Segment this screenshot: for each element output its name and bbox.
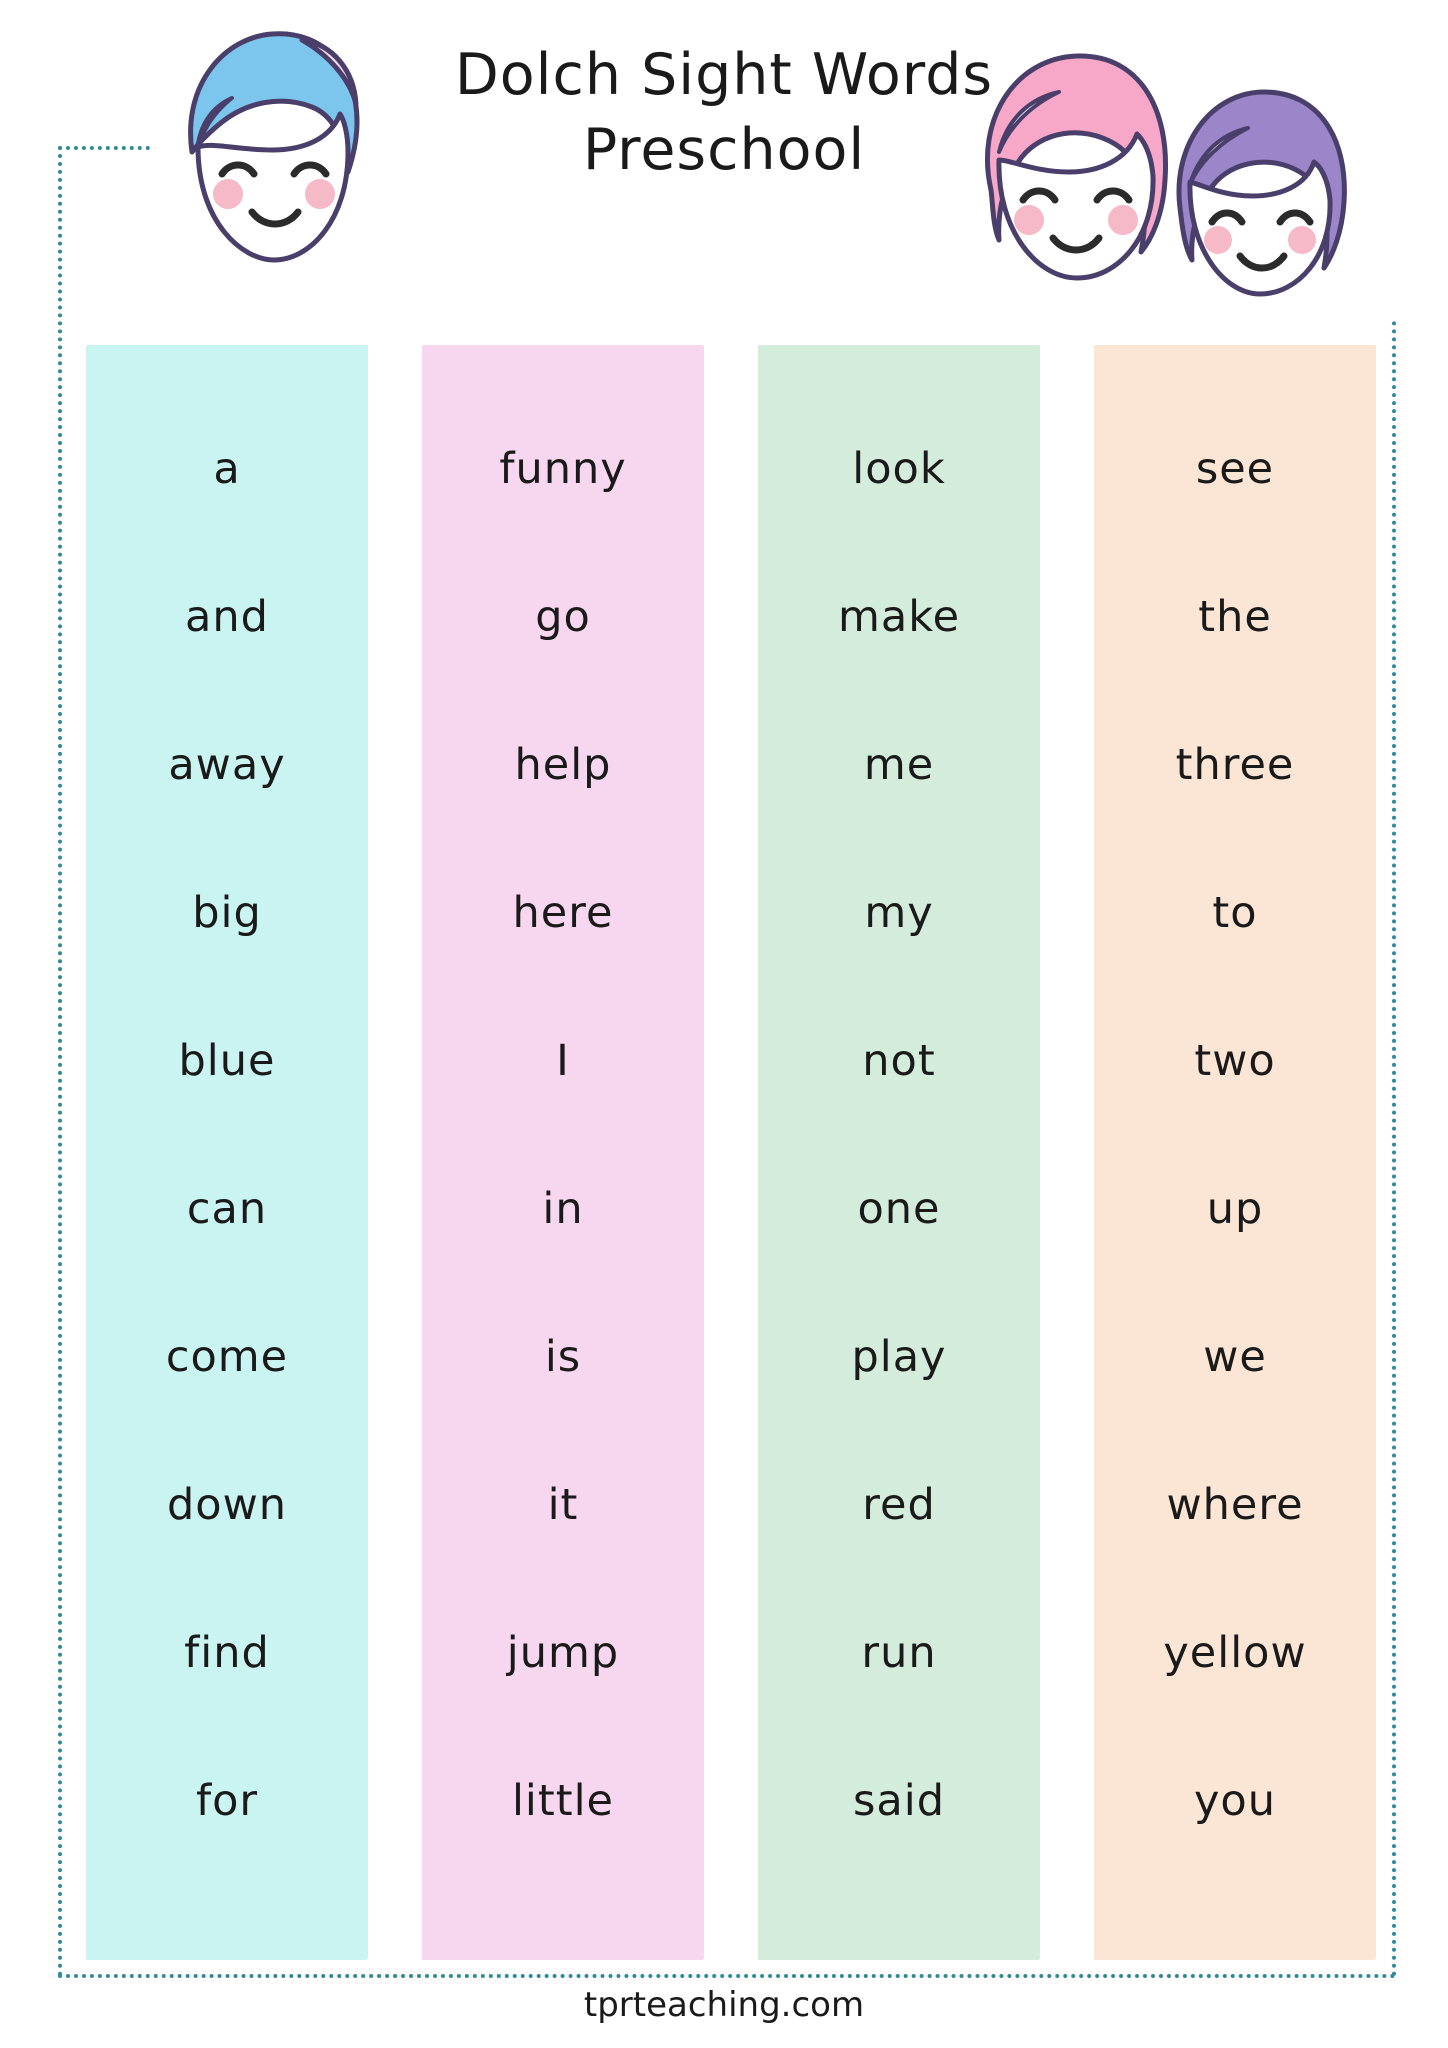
word-item: look <box>852 444 946 494</box>
word-item: funny <box>499 444 627 494</box>
word-item: I <box>556 1036 570 1086</box>
word-item: play <box>851 1332 947 1382</box>
word-item: for <box>195 1776 259 1826</box>
title-line-1: Dolch Sight Words <box>454 42 994 108</box>
word-item: run <box>861 1628 937 1678</box>
word-item: blue <box>178 1036 276 1086</box>
word-item: is <box>544 1332 582 1382</box>
word-column-2 <box>422 345 704 1960</box>
word-item: to <box>1212 888 1258 938</box>
word-item: the <box>1198 592 1272 642</box>
word-item: go <box>535 592 591 642</box>
word-column-3 <box>758 345 1040 1960</box>
word-item: you <box>1193 1776 1276 1826</box>
word-item: down <box>166 1480 288 1530</box>
word-item: away <box>168 740 286 790</box>
word-item: my <box>864 888 934 938</box>
word-item: here <box>512 888 614 938</box>
word-item: me <box>863 740 935 790</box>
word-item: one <box>857 1184 941 1234</box>
word-item: come <box>165 1332 289 1382</box>
page-header <box>0 0 1448 320</box>
word-item: see <box>1195 444 1275 494</box>
word-item: jump <box>506 1628 620 1678</box>
word-item: it <box>547 1480 579 1530</box>
word-column-4 <box>1094 345 1376 1960</box>
word-columns <box>86 345 1376 1965</box>
word-item: we <box>1203 1332 1267 1382</box>
word-item: said <box>853 1776 945 1826</box>
word-item: not <box>862 1036 936 1086</box>
word-item: yellow <box>1163 1628 1307 1678</box>
word-item: where <box>1166 1480 1304 1530</box>
word-item: can <box>186 1184 268 1234</box>
word-item: big <box>192 888 262 938</box>
word-item: three <box>1175 740 1295 790</box>
word-item: red <box>862 1480 936 1530</box>
word-item: a <box>213 444 241 494</box>
word-item: in <box>542 1184 584 1234</box>
word-item: and <box>185 592 269 642</box>
word-item: find <box>184 1628 270 1678</box>
footer-attribution: tprteaching.com <box>583 1985 865 2025</box>
word-item: help <box>514 740 612 790</box>
word-item: two <box>1194 1036 1276 1086</box>
word-item: make <box>837 592 961 642</box>
word-item: little <box>511 1776 614 1826</box>
title-line-2: Preschool <box>582 117 866 184</box>
word-item: up <box>1206 1184 1264 1234</box>
word-column-1 <box>86 345 368 1960</box>
page-title <box>0 40 1448 187</box>
